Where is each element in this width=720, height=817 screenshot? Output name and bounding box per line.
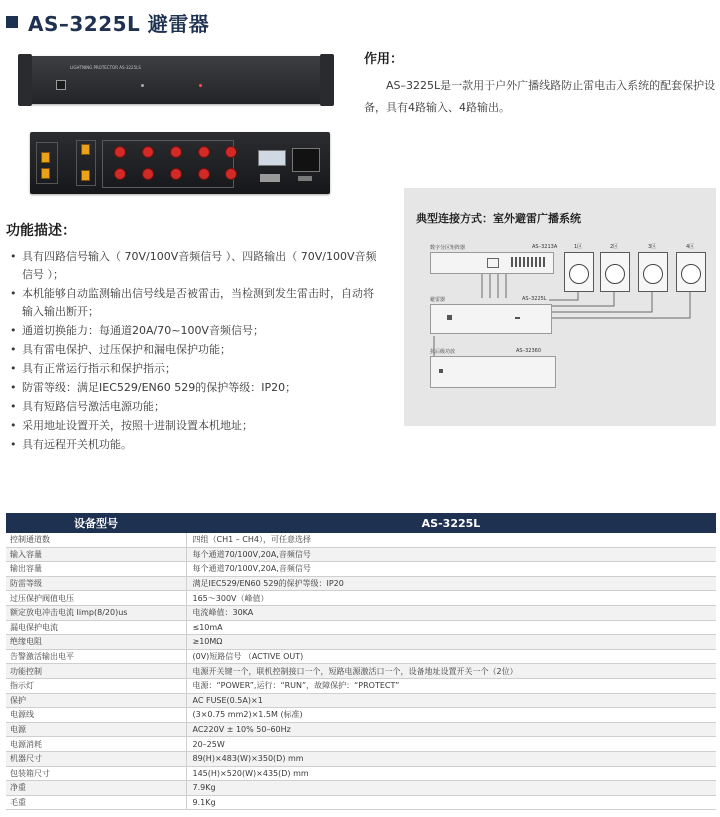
spec-label: 漏电保护电流 <box>6 620 186 635</box>
features-title: 功能描述： <box>6 223 76 239</box>
zone-label: 2区 <box>610 244 619 250</box>
spec-value: 满足IEC529/EN60 529的保护等级：IP20 <box>186 576 716 591</box>
spec-value: 9.1Kg <box>186 795 716 810</box>
spec-label: 控制通道数 <box>6 533 186 547</box>
table-row <box>6 737 716 752</box>
diagram-device-matrix <box>430 252 554 274</box>
diagram-device-model: AS–32360 <box>516 348 541 354</box>
spec-label: 过压保护阀值电压 <box>6 591 186 606</box>
table-row <box>6 620 716 635</box>
spec-value: (3×0.75 mm2)×1.5M (标准) <box>186 708 716 723</box>
table-row <box>6 781 716 796</box>
speaker-icon <box>564 252 594 292</box>
spec-label: 保护 <box>6 693 186 708</box>
spec-value: 每个通道70/100V,20A,音频信号 <box>186 547 716 562</box>
spec-value: 电源：“POWER”,运行：“RUN”，故障保护：“PROTECT” <box>186 678 716 693</box>
diagram-device-model: AS–3213A <box>532 244 558 250</box>
table-row <box>6 708 716 723</box>
diagram-device-model: AS–3225L <box>522 296 547 302</box>
usage-text: AS–3225L是一款用于户外广播线路防止雷电击入系统的配套保护设备，具有4路输入、4路输出。 <box>364 79 716 114</box>
zone-label: 3区 <box>648 244 657 250</box>
spec-label: 电源线 <box>6 708 186 723</box>
feature-item: • 防雷等级：满足IEC529/EN60 529的保护等级：IP20； <box>4 379 384 397</box>
diagram-device-amplifier <box>430 356 556 388</box>
spec-label: 电源消耗 <box>6 737 186 752</box>
spec-value: AC FUSE(0.5A)×1 <box>186 693 716 708</box>
speaker-icon <box>600 252 630 292</box>
spec-table-header <box>6 513 716 533</box>
spec-label: 机器尺寸 <box>6 751 186 766</box>
table-row <box>6 591 716 606</box>
connection-diagram <box>404 188 716 426</box>
feature-item: • 具有短路信号激活电源功能； <box>4 398 384 416</box>
table-row <box>6 766 716 781</box>
speaker-icon <box>676 252 706 292</box>
speaker-icon <box>638 252 668 292</box>
table-row <box>6 547 716 562</box>
spec-label: 告警激活输出电平 <box>6 649 186 664</box>
page-header <box>6 8 209 36</box>
table-row <box>6 649 716 664</box>
device-front-label: LIGHTNING PROTECTOR AS-3225LS <box>70 65 141 70</box>
spec-value: 四组（CH1 – CH4），可任意选择 <box>186 533 716 547</box>
page-title: AS–3225L 避雷器 <box>28 11 210 36</box>
features-list <box>4 248 384 454</box>
table-row <box>6 562 716 577</box>
feature-item: • 通道切换能力：每通道20A/70~100V音频信号； <box>4 322 384 340</box>
features-section <box>4 220 384 455</box>
zone-label: 4区 <box>686 244 695 250</box>
table-row <box>6 533 716 547</box>
spec-value: 7.9Kg <box>186 781 716 796</box>
spec-value: AC220V ± 10% 50–60Hz <box>186 722 716 737</box>
table-row <box>6 576 716 591</box>
spec-value: ≥10MΩ <box>186 635 716 650</box>
spec-value: 89(H)×483(W)×350(D) mm <box>186 751 716 766</box>
diagram-title: 典型连接方式：室外避雷广播系统 <box>416 212 581 225</box>
spec-label: 防雷等级 <box>6 576 186 591</box>
diagram-device-protector <box>430 304 552 334</box>
spec-table <box>6 513 716 810</box>
spec-value: 电流峰值：30KA <box>186 605 716 620</box>
feature-item: • 本机能够自动监测输出信号线是否被雷击，当检测到发生雷击时，自动将输入输出断开； <box>4 285 384 321</box>
table-row <box>6 605 716 620</box>
usage-section <box>364 48 716 119</box>
diagram-device-name: 避雷器 <box>430 297 446 303</box>
table-row <box>6 678 716 693</box>
spec-label: 输出容量 <box>6 562 186 577</box>
spec-label: 输入容量 <box>6 547 186 562</box>
spec-header-label: 设备型号 <box>6 513 186 533</box>
spec-label: 电源 <box>6 722 186 737</box>
spec-label: 包装箱尺寸 <box>6 766 186 781</box>
spec-value: 每个通道70/100V,20A,音频信号 <box>186 562 716 577</box>
feature-item: • 具有雷电保护、过压保护和漏电保护功能； <box>4 341 384 359</box>
spec-label: 毛重 <box>6 795 186 810</box>
feature-item: • 具有四路信号输入（ 70V/100V音频信号 ）、四路输出（ 70V/100V音频信号 ）； <box>4 248 384 284</box>
spec-value: 145(H)×520(W)×435(D) mm <box>186 766 716 781</box>
title-square-icon <box>6 16 18 28</box>
spec-label: 指示灯 <box>6 678 186 693</box>
feature-item: • 采用地址设置开关，按照十进制设置本机地址； <box>4 417 384 435</box>
device-back-photo <box>30 132 330 194</box>
table-row <box>6 635 716 650</box>
spec-value: (0V)短路信号 （ACTIVE OUT) <box>186 649 716 664</box>
table-row <box>6 664 716 679</box>
spec-value: 165～300V（峰值） <box>186 591 716 606</box>
feature-item: • 具有远程开关机功能。 <box>4 436 384 454</box>
diagram-device-name: 抗后级功放 <box>430 349 456 355</box>
spec-label: 净重 <box>6 781 186 796</box>
table-row <box>6 751 716 766</box>
device-front-photo <box>26 56 326 104</box>
spec-label: 绝缘电阻 <box>6 635 186 650</box>
zone-label: 1区 <box>574 244 583 250</box>
spec-label: 功能控制 <box>6 664 186 679</box>
feature-item: • 具有正常运行指示和保护指示； <box>4 360 384 378</box>
table-row <box>6 693 716 708</box>
spec-label: 额定放电冲击电流 Iimp(8/20)us <box>6 605 186 620</box>
table-row <box>6 795 716 810</box>
table-row <box>6 722 716 737</box>
spec-header-value: AS-3225L <box>186 513 716 533</box>
spec-value: ≤10mA <box>186 620 716 635</box>
spec-value: 电源开关键一个，联机控制接口一个，短路电源激活口一个，设备地址设置开关一个（2位） <box>186 664 716 679</box>
diagram-device-name: 数字分区矩阵器 <box>430 245 466 251</box>
spec-value: 20–25W <box>186 737 716 752</box>
usage-title: 作用： <box>364 52 404 67</box>
